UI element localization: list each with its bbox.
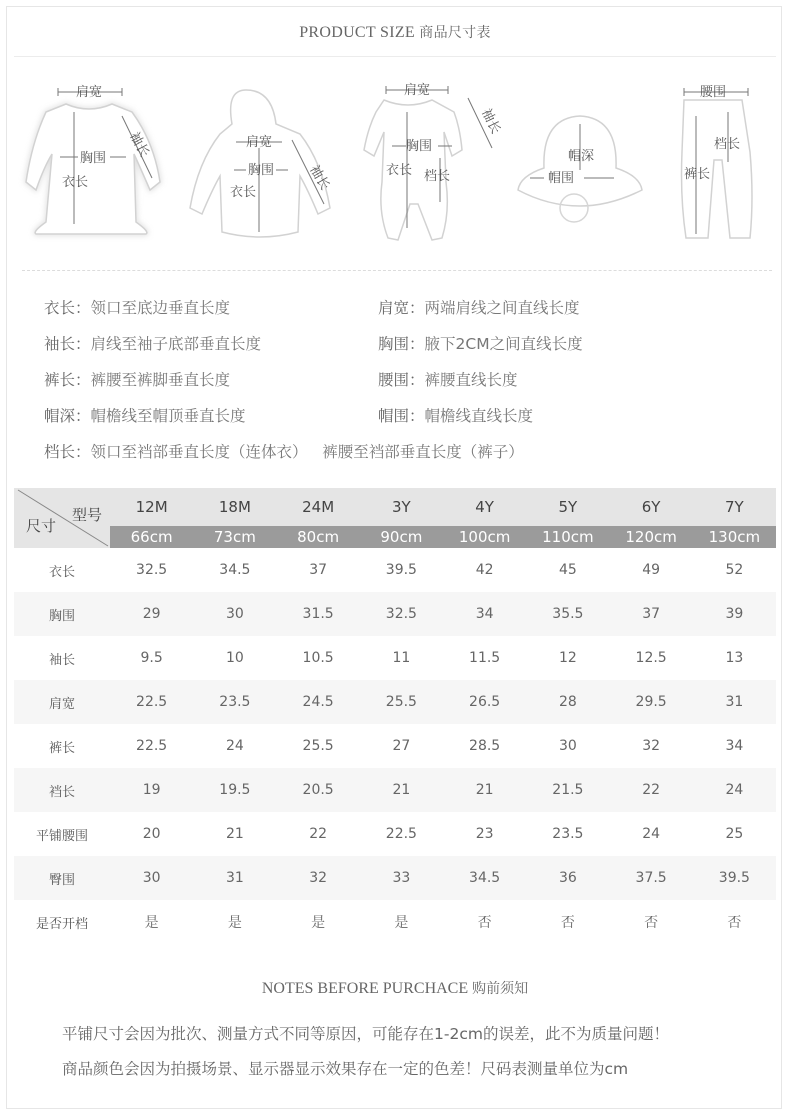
table-cell: 24.5 <box>277 680 360 724</box>
jacket-length-label: 衣长 <box>230 185 257 200</box>
table-cell: 35.5 <box>526 592 609 636</box>
size-header-cell: 6Y <box>610 488 693 526</box>
size-header-cell: 12M <box>110 488 193 526</box>
row-label: 胸围 <box>14 592 110 636</box>
table-cell: 30 <box>558 738 577 754</box>
notes-title-cn: 购前须知 <box>472 981 529 997</box>
table-cell: 37 <box>610 592 693 636</box>
table-cell: 37.5 <box>610 856 693 900</box>
notes-title <box>0 978 790 998</box>
row-label: 臀围 <box>14 856 110 900</box>
size-header-cell: 24M <box>277 488 360 526</box>
dress-sleeve-label: 袖长 <box>126 129 152 160</box>
dress-length-label: 衣长 <box>62 175 89 190</box>
height-header-cell: 80cm <box>277 526 360 548</box>
table-cell: 是 <box>394 915 409 931</box>
garment-illustrations <box>14 72 776 258</box>
table-cell: 28 <box>526 680 609 724</box>
table-cell: 20 <box>142 826 161 842</box>
table-cell: 31.5 <box>277 592 360 636</box>
dress-illustration <box>26 85 160 234</box>
table-cell: 22.5 <box>385 826 417 842</box>
table-cell: 37 <box>309 562 328 578</box>
table-cell: 39.5 <box>693 856 776 900</box>
pants-waist-label: 腰围 <box>700 85 727 100</box>
table-cell: 39.5 <box>385 562 417 578</box>
row-label: 平铺腰围 <box>35 828 88 844</box>
size-header-cell: 7Y <box>693 488 776 526</box>
corner-model-label: 型号 <box>71 506 102 524</box>
row-label: 裆长 <box>14 768 110 812</box>
dress-chest-label: 胸围 <box>80 151 107 166</box>
height-header-cell: 110cm <box>526 526 609 548</box>
table-cell: 21 <box>443 768 526 812</box>
size-header-cell: 3Y <box>360 488 443 526</box>
table-cell: 45 <box>558 562 577 578</box>
table-cell: 32 <box>277 856 360 900</box>
table-cell: 22 <box>309 826 328 842</box>
romper-illustration <box>364 83 504 240</box>
size-header-cell: 18M <box>193 488 276 526</box>
table-cell: 24 <box>693 768 776 812</box>
table-cell: 22 <box>610 768 693 812</box>
romper-length-label: 衣长 <box>386 163 413 178</box>
romper-shoulder-label: 肩宽 <box>404 83 431 98</box>
table-row <box>14 900 776 944</box>
table-cell: 42 <box>475 562 494 578</box>
height-header-cell: 73cm <box>193 526 276 548</box>
definition-item: 胸围：腋下2CM之间直线长度 <box>378 335 583 353</box>
definition-item: 腰围：裤腰直线长度 <box>378 371 518 389</box>
table-cell: 24 <box>225 738 244 754</box>
table-cell: 22.5 <box>110 680 193 724</box>
table-cell: 26.5 <box>443 680 526 724</box>
definition-item: 裤长：裤腰至裤脚垂直长度 <box>44 371 231 389</box>
notes-title-en: NOTES BEFORE PURCHACE <box>261 980 469 997</box>
table-cell: 是 <box>311 915 326 931</box>
size-header-cell: 5Y <box>526 488 609 526</box>
table-cell: 27 <box>392 738 411 754</box>
table-cell: 20.5 <box>277 768 360 812</box>
table-cell: 29 <box>110 592 193 636</box>
table-cell: 24 <box>642 826 661 842</box>
height-header-cell: 66cm <box>110 526 193 548</box>
hat-depth-label: 帽深 <box>568 149 595 164</box>
table-row <box>14 856 776 900</box>
table-cell: 30 <box>110 856 193 900</box>
jacket-illustration <box>190 90 333 237</box>
row-label: 肩宽 <box>14 680 110 724</box>
table-row <box>14 680 776 724</box>
size-header-row <box>14 488 776 526</box>
table-row <box>14 636 776 680</box>
table-cell: 11.5 <box>469 650 501 666</box>
table-cell: 23 <box>475 826 494 842</box>
table-cell: 19.5 <box>193 768 276 812</box>
height-header-cell: 120cm <box>610 526 693 548</box>
table-cell: 34 <box>725 738 744 754</box>
pants-illustration <box>682 85 753 238</box>
table-cell: 9.5 <box>140 650 163 666</box>
table-cell: 25.5 <box>360 680 443 724</box>
table-cell: 23.5 <box>193 680 276 724</box>
pants-length-label: 裤长 <box>684 167 711 182</box>
table-cell: 12 <box>558 650 577 666</box>
jacket-sleeve-label: 袖长 <box>306 162 333 193</box>
table-cell: 25 <box>725 826 744 842</box>
table-cell: 否 <box>477 915 492 931</box>
title-cn: 商品尺寸表 <box>419 25 491 41</box>
table-cell: 52 <box>725 562 744 578</box>
table-row <box>14 548 776 592</box>
height-header-cell: 130cm <box>693 526 776 548</box>
illustration-divider <box>22 270 772 271</box>
table-cell: 否 <box>560 915 575 931</box>
table-cell: 11 <box>392 650 411 666</box>
pants-crotch-label: 档长 <box>714 137 741 152</box>
table-cell: 49 <box>642 562 661 578</box>
table-cell: 34 <box>443 592 526 636</box>
table-cell: 28.5 <box>469 738 501 754</box>
jacket-chest-label: 胸围 <box>248 163 275 178</box>
table-cell: 31 <box>193 856 276 900</box>
table-cell: 25.5 <box>302 738 334 754</box>
definition-item: 帽围：帽檐线直线长度 <box>378 407 534 425</box>
height-header-cell: 90cm <box>360 526 443 548</box>
note-line: 商品颜色会因为拍摄场景、显示器显示效果存在一定的色差！尺码表测量单位为cm <box>62 1060 629 1078</box>
title-en: PRODUCT SIZE <box>299 24 415 41</box>
romper-crotch-label: 档长 <box>424 169 451 184</box>
table-cell: 22.5 <box>136 738 168 754</box>
table-corner <box>14 488 110 548</box>
table-cell: 21.5 <box>526 768 609 812</box>
table-cell: 12.5 <box>635 650 667 666</box>
definition-item: 衣长：领口至底边垂直长度 <box>44 299 231 317</box>
definition-item: 档长：领口至裆部垂直长度（连体衣） 裤腰至裆部垂直长度（裤子） <box>44 443 524 461</box>
note-line: 平铺尺寸会因为批次、测量方式不同等原因，可能存在1-2cm的误差，此不为质量问题！ <box>62 1025 669 1043</box>
row-label: 衣长 <box>48 564 75 580</box>
hat-illustration <box>518 116 642 222</box>
table-cell: 31 <box>693 680 776 724</box>
page-title <box>0 22 790 42</box>
table-cell: 32 <box>642 738 661 754</box>
definition-item: 帽深：帽檐线至帽顶垂直长度 <box>44 407 246 425</box>
table-cell: 29.5 <box>610 680 693 724</box>
table-cell: 是 <box>227 915 242 931</box>
table-cell: 23.5 <box>552 826 584 842</box>
table-cell: 34.5 <box>443 856 526 900</box>
table-cell: 21 <box>225 826 244 842</box>
table-cell: 34.5 <box>219 562 251 578</box>
row-label: 裤长 <box>48 740 75 756</box>
hat-circumference-label: 帽围 <box>548 171 575 186</box>
table-cell: 33 <box>360 856 443 900</box>
table-cell: 13 <box>725 650 744 666</box>
title-divider <box>14 56 776 57</box>
size-header-cell: 4Y <box>443 488 526 526</box>
height-header-row <box>14 526 776 548</box>
row-label: 是否开档 <box>35 916 88 932</box>
definition-item: 肩宽：两端肩线之间直线长度 <box>378 299 580 317</box>
table-row <box>14 724 776 768</box>
table-cell: 30 <box>193 592 276 636</box>
table-row <box>14 812 776 856</box>
table-cell: 10.5 <box>302 650 334 666</box>
romper-chest-label: 胸围 <box>406 139 433 154</box>
table-cell: 是 <box>144 915 159 931</box>
table-cell: 否 <box>727 915 742 931</box>
table-cell: 36 <box>526 856 609 900</box>
table-cell: 19 <box>110 768 193 812</box>
table-cell: 39 <box>693 592 776 636</box>
dress-shoulder-label: 肩宽 <box>76 85 103 100</box>
table-cell: 32.5 <box>136 562 168 578</box>
size-table <box>14 488 776 944</box>
jacket-shoulder-label: 肩宽 <box>246 135 273 150</box>
table-row <box>14 768 776 812</box>
table-row <box>14 592 776 636</box>
definition-item: 袖长：肩线至袖子底部垂直长度 <box>44 335 262 353</box>
table-cell: 21 <box>360 768 443 812</box>
table-cell: 32.5 <box>360 592 443 636</box>
height-header-cell: 100cm <box>443 526 526 548</box>
table-cell: 10 <box>225 650 244 666</box>
row-label: 袖长 <box>48 652 75 668</box>
corner-size-label: 尺寸 <box>26 517 57 535</box>
table-cell: 否 <box>644 915 659 931</box>
romper-sleeve-label: 袖长 <box>478 106 503 137</box>
